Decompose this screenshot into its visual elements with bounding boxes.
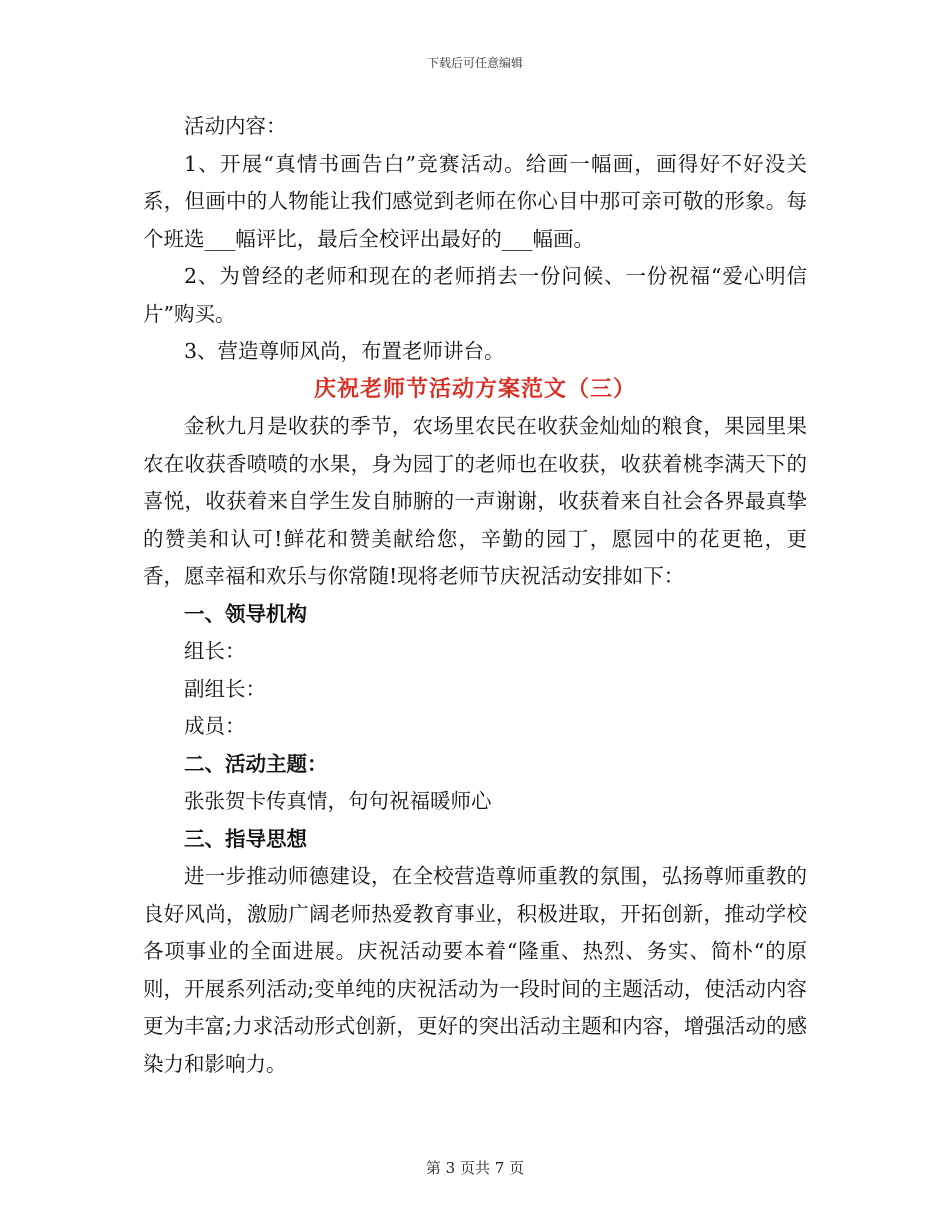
leader-field: 组长： [184,639,246,663]
activity-item-1: 1、开展“真情书画告白”竞赛活动。给画一幅画，画得好不好没关系，但画中的人物能让我们感觉到老师在你心目中那可亲可敬的形象。每个班选___幅评比，最后全校评出最好的___幅画。 [143,151,807,251]
intro-paragraph: 金秋九月是收获的季节，农场里农民在收获金灿灿的粮食，果园里果农在收获香喷喷的水果，身为园丁的老师也在收获，收获着桃李满天下的喜悦，收获着来自学生发自肺腑的一声谢谢，收获着来自社会各界最真挚的赞美和认可!鲜花和赞美献给您，辛勤的园丁，愿园中的花更艳，更香，愿幸福和欢乐与你常随!现将老师节庆祝活动安排如下： [143,414,807,588]
guiding-heading: 三、指导思想 [184,826,307,851]
activity-item-3: 3、营造尊师风尚，布置老师讲台。 [184,339,505,363]
members-field: 成员： [184,714,246,738]
org-heading: 一、领导机构 [184,601,307,626]
guiding-paragraph: 进一步推动师德建设，在全校营造尊师重教的氛围，弘扬尊师重教的良好风尚，激励广阔老师热爱教育事业，积极进取，开拓创新，推动学校各项事业的全面进展。庆祝活动要本着“隆重、热烈、务实、简朴“的原则，开展系列活动;变单纯的庆祝活动为一段时间的主题活动，使活动内容更为丰富;力求活动形式创新，更好的突出活动主题和内容，增强活动的感染力和影响力。 [143,864,807,1076]
activity-item-2: 2、为曾经的老师和现在的老师捎去一份问候、一份祝福“爱心明信片”购买。 [143,264,807,326]
page-header: 下载后可任意编辑 [426,56,523,70]
section-title: 庆祝老师节活动方案范文（三） [313,375,636,402]
vice-leader-field: 副组长： [184,676,266,701]
theme-text: 张张贺卡传真情，句句祝福暖师心 [184,789,492,813]
theme-heading: 二、活动主题： [184,751,328,776]
activity-content-label: 活动内容： [184,114,287,138]
page-footer: 第 3 页共 7 页 [425,1159,525,1177]
document-body [143,108,807,1083]
